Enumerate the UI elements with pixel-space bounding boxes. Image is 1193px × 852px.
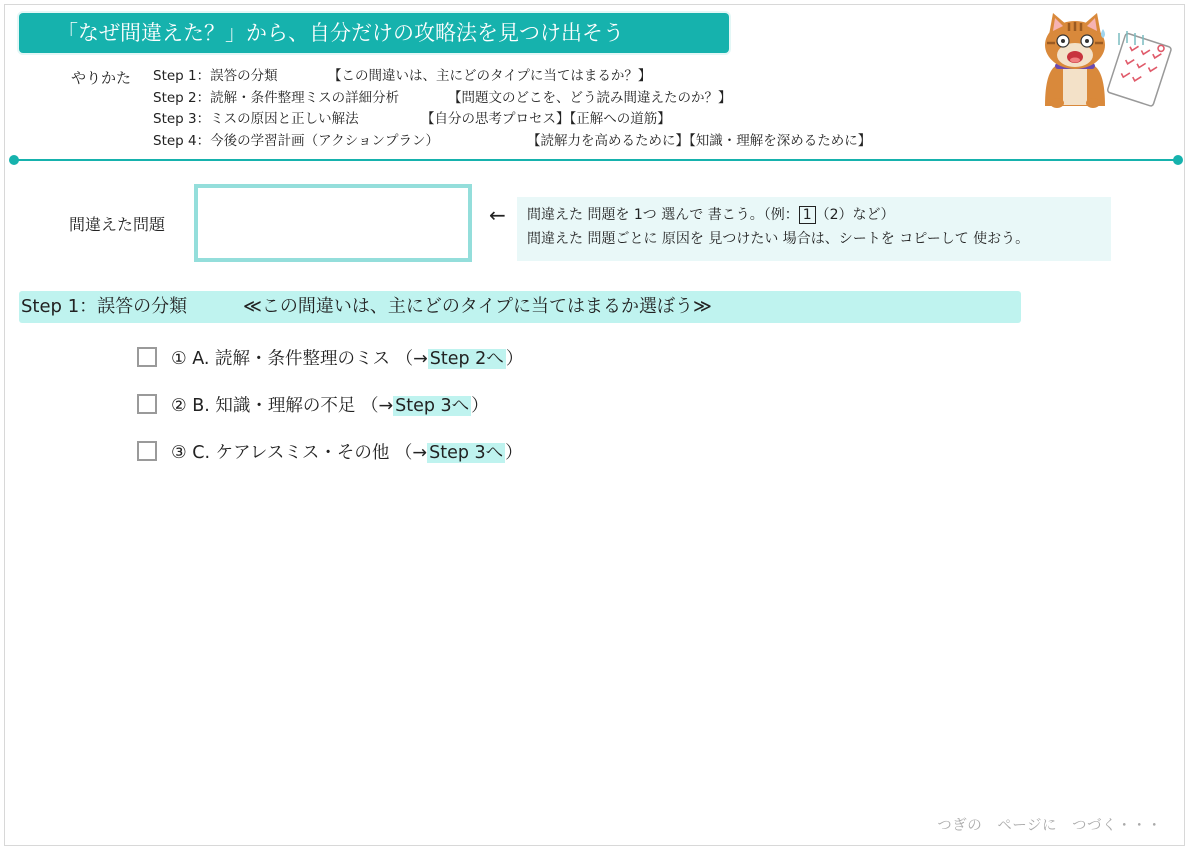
worried-cat-icon xyxy=(1035,11,1175,111)
option-text: ① A. 読解・条件整理のミス （→ xyxy=(171,349,428,369)
step-title: Step 3：ミスの原因と正しい解法 xyxy=(153,111,359,127)
howto-label: やりかた xyxy=(71,69,132,87)
howto-steps xyxy=(153,66,871,152)
problem-label: 間違えた問題 xyxy=(69,215,166,234)
option-b[interactable]: ② B. 知識・理解の不足 （→ Step 3へ ） xyxy=(137,393,489,419)
problem-answer-box[interactable] xyxy=(194,184,472,262)
step-note: 【自分の思考プロセス】【正解への道筋】 xyxy=(421,111,671,127)
option-a[interactable]: ① A. 読解・条件整理のミス （→ Step 2へ ） xyxy=(137,346,523,372)
worksheet-page xyxy=(4,4,1185,846)
step1-title: Step 1：誤答の分類 xyxy=(21,296,188,317)
option-c[interactable]: ③ C. ケアレスミス・その他 （→ Step 3へ ） xyxy=(137,440,523,466)
hint-line-2: 間違えた 問題ごとに 原因を 見つけたい 場合は、シートを コピーして 使おう。 xyxy=(527,231,1030,247)
hint-line-1: 間違えた 問題を 1つ 選んで 書こう。（例： 1 （2）など） xyxy=(527,207,895,223)
step-note: 【問題文のどこを、どう読み間違えたのか？】 xyxy=(448,89,732,106)
page-title: 「なぜ間違えた？」から、自分だけの攻略法を見つけ出そう xyxy=(19,13,729,53)
step1-subtitle: ≪この間違いは、主にどのタイプに当てはまるか選ぼう≫ xyxy=(243,296,712,317)
example-box: 1 xyxy=(799,206,816,224)
arrow-left-icon: ← xyxy=(489,203,506,227)
step-title: Step 4：今後の学習計画（アクションプラン） xyxy=(153,132,439,149)
section-divider xyxy=(13,159,1178,161)
checkbox-option-c[interactable] xyxy=(137,441,157,461)
step-title: Step 2：読解・条件整理ミスの詳細分析 xyxy=(153,89,400,106)
step-note: 【この間違いは、主にどのタイプに当てはまるか？】 xyxy=(328,68,652,84)
howto-step-4 xyxy=(153,131,871,153)
howto-step-1 xyxy=(153,66,871,88)
option-text: ③ C. ケアレスミス・その他 （→ xyxy=(171,443,428,463)
howto-step-3 xyxy=(153,109,871,131)
checkbox-option-a[interactable] xyxy=(137,347,157,367)
option-text: ② B. 知識・理解の不足 （→ xyxy=(171,396,394,416)
step-note: 【読解力を高めるために】【知識・理解を深めるために】 xyxy=(527,132,872,149)
step-title: Step 1：誤答の分類 xyxy=(153,68,278,84)
howto-step-2 xyxy=(153,88,871,110)
option-target: Step 3へ xyxy=(395,396,470,416)
problem-hint xyxy=(517,197,1111,261)
option-target: Step 3へ xyxy=(429,443,504,463)
continue-note: つぎの ページに つづく・・・ xyxy=(937,818,1162,834)
checkbox-option-b[interactable] xyxy=(137,394,157,414)
option-target: Step 2へ xyxy=(429,349,504,369)
step1-header xyxy=(19,291,1021,323)
divider-dot-right xyxy=(1173,155,1183,165)
